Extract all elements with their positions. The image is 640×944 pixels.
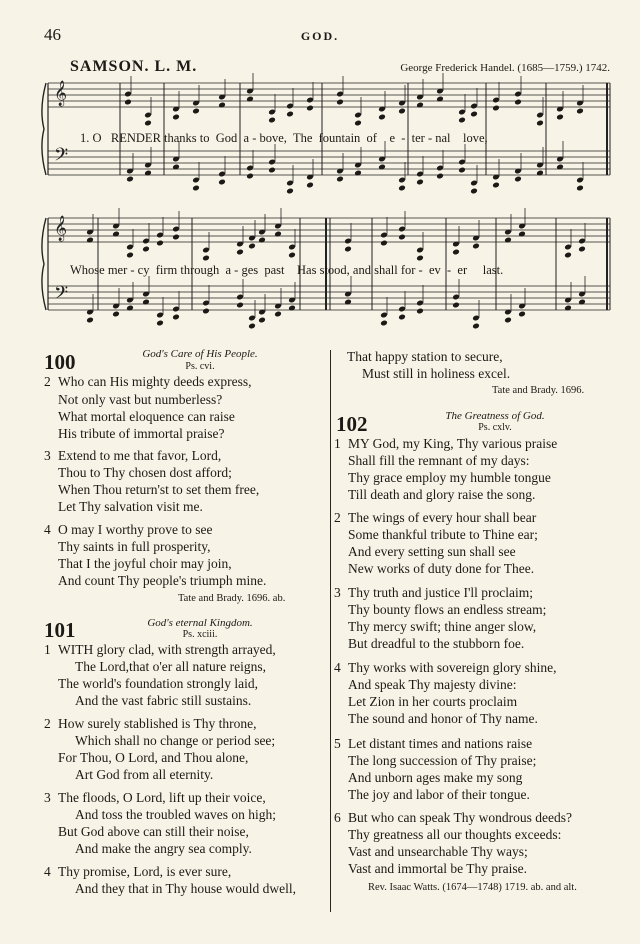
notehead (218, 179, 226, 186)
verse-line: Vast and unsearchable Thy ways; (348, 844, 528, 859)
notehead (398, 234, 406, 241)
verse-line: Some thankful tribute to Thine ear; (348, 527, 538, 542)
verse-number: 6 (334, 810, 341, 825)
notehead (380, 320, 388, 327)
verse-line: When Thou return'st to set them free, (58, 482, 260, 497)
notehead (514, 176, 522, 183)
verse-line: Extend to me that favor, Lord, (58, 448, 222, 463)
notehead (268, 117, 276, 124)
verse-line: And make the angry sea comply. (75, 841, 252, 856)
notehead (514, 99, 522, 106)
verse-number: 3 (44, 790, 51, 805)
notehead (112, 311, 120, 318)
verse-number: 2 (44, 374, 51, 389)
verse-line: How surely stablished is Thy throne, (58, 716, 257, 731)
verse-line: And every setting sun shall see (348, 544, 516, 559)
clef-icon: 𝄞 (54, 216, 68, 241)
notehead (172, 314, 180, 321)
verse-line: Thy saints in full prosperity, (58, 539, 211, 554)
notehead (288, 252, 296, 259)
verse-line: The Lord,that o'er all nature reigns, (75, 659, 266, 674)
notehead (126, 252, 134, 259)
notehead (416, 255, 424, 262)
brace (42, 218, 46, 310)
notehead (156, 320, 164, 327)
hymn-psalm-101: Ps. xciii. (182, 629, 218, 640)
verse-line: That I the joyful choir may join, (58, 556, 232, 571)
notehead (258, 317, 266, 324)
notehead (286, 111, 294, 118)
notehead (192, 185, 200, 192)
notehead (306, 182, 314, 189)
verse-line: Shall fill the remnant of my days: (348, 453, 530, 468)
tune-name: SAMSON. L. M. (70, 58, 198, 75)
notehead (398, 314, 406, 321)
verse-line: His tribute of immortal praise? (58, 426, 225, 441)
notehead (336, 99, 344, 106)
notehead (86, 317, 94, 324)
notehead (452, 302, 460, 309)
verse-line: Thy bounty flows an endless stream; (348, 602, 547, 617)
notehead (564, 252, 572, 259)
running-head: GOD. (300, 29, 340, 43)
notehead (246, 173, 254, 180)
verse-line: O may I worthy prove to see (58, 522, 213, 537)
notehead (286, 188, 294, 195)
verse-line: The joy and labor of their tongue. (348, 787, 530, 802)
verse-number: 2 (44, 716, 51, 731)
notehead (398, 108, 406, 115)
notehead (470, 111, 478, 118)
hymn-credit-102: Rev. Isaac Watts. (1674—1748) 1719. ab. and alt. (368, 882, 577, 893)
verse-line: But God above can still their noise, (58, 824, 249, 839)
notehead (578, 246, 586, 253)
verse-line: And count Thy people's triumph mine. (58, 573, 267, 588)
verse-line: Who can His mighty deeds express, (58, 374, 252, 389)
verse-number: 4 (44, 864, 51, 879)
verse-line: And toss the troubled waves on high; (75, 807, 276, 822)
hymn-number-100: 100 (44, 350, 76, 374)
notehead (380, 240, 388, 247)
verse-line: What mortal eloquence can raise (58, 409, 235, 424)
verse-line: The wings of every hour shall bear (348, 510, 537, 525)
hymn-credit-100: Tate and Brady. 1696. ab. (178, 593, 286, 604)
notehead (556, 114, 564, 121)
verse-number: 3 (44, 448, 51, 463)
verse-line: Thy greatness all our thoughts exceeds: (348, 827, 562, 842)
clef-icon: 𝄢 (54, 145, 69, 170)
notehead (470, 188, 478, 195)
notehead (126, 176, 134, 183)
verse-line: And the vast fabric still sustains. (75, 693, 252, 708)
verse-line: The world's foundation strongly laid, (58, 676, 259, 691)
notehead (378, 114, 386, 121)
verse-line: Till death and glory raise the song. (348, 487, 536, 502)
brace (42, 83, 46, 175)
hymn-credit-101: Tate and Brady. 1696. (492, 385, 585, 396)
notehead (416, 308, 424, 315)
hymn-title-100: God's Care of His People. (142, 348, 258, 360)
verse-line: The sound and honor of Thy name. (348, 711, 538, 726)
notehead (576, 185, 584, 192)
notehead (236, 302, 244, 309)
music-score (0, 0, 640, 340)
verse-number: 2 (334, 510, 341, 525)
verse-line: WITH glory clad, with strength arrayed, (58, 642, 276, 657)
page-number: 46 (44, 25, 61, 44)
verse-line: Let distant times and nations raise (348, 736, 533, 751)
notehead (202, 255, 210, 262)
notehead (504, 317, 512, 324)
hymn-title-101: God's eternal Kingdom. (147, 617, 253, 629)
notehead (344, 246, 352, 253)
hymn-title-102: The Greatness of God. (445, 410, 545, 422)
notehead (144, 120, 152, 127)
lyrics-line-1: 1. O RENDER thanks to God a - bove, The fountain of e - ter - nal love, (80, 131, 488, 145)
column-divider (330, 350, 331, 912)
notehead (492, 105, 500, 112)
notehead (472, 323, 480, 330)
lyrics-line-2: Whose mer - cy firm through a - ges past Has stood, and shall for - ev - er last. (70, 263, 504, 277)
notehead (202, 308, 210, 315)
clef-icon: 𝄞 (54, 81, 68, 106)
clef-icon: 𝄢 (54, 283, 69, 308)
verse-number: 4 (334, 660, 341, 675)
verse-line: But dreadful to the stubborn foe. (348, 636, 525, 651)
verse-line: Thy grace employ my humble tongue (348, 470, 551, 485)
notehead (248, 323, 256, 330)
hymn-number-101: 101 (44, 618, 76, 642)
verse-number: 1 (334, 436, 341, 451)
verse-line: The floods, O Lord, lift up their voice, (58, 790, 266, 805)
notehead (458, 117, 466, 124)
verse-line: The long succession of Thy praise; (348, 753, 537, 768)
verse-line: Let Thy salvation visit me. (58, 499, 203, 514)
verse-line: Not only vast but numberless? (58, 392, 223, 407)
notehead (472, 243, 480, 250)
verse-number: 4 (44, 522, 51, 537)
notehead (274, 311, 282, 318)
verse-line: And unborn ages make my song (348, 770, 523, 785)
verse-line: And they that in Thy house would dwell, (75, 881, 296, 896)
notehead (236, 249, 244, 256)
notehead (268, 167, 276, 174)
notehead (306, 105, 314, 112)
verse-line: Thou to Thy chosen dost afford; (58, 465, 232, 480)
verse-line: Thy truth and justice I'll proclaim; (348, 585, 534, 600)
verse-line: And speak Thy majesty divine: (348, 677, 517, 692)
verse-line: New works of duty done for Thee. (348, 561, 535, 576)
notehead (248, 243, 256, 250)
hymn-number-102: 102 (336, 412, 368, 436)
notehead (354, 120, 362, 127)
verse-line: Art God from all eternity. (75, 767, 214, 782)
notehead (142, 246, 150, 253)
notehead (172, 114, 180, 121)
notehead (518, 311, 526, 318)
notehead (156, 240, 164, 247)
notehead (458, 167, 466, 174)
notehead (398, 185, 406, 192)
notehead (124, 99, 132, 106)
verse-line: Thy works with sovereign glory shine, (348, 660, 557, 675)
notehead (192, 108, 200, 115)
verse-line: That happy station to secure, (347, 349, 503, 364)
notehead (336, 176, 344, 183)
notehead (536, 120, 544, 127)
hymn-psalm-102: Ps. cxlv. (478, 422, 512, 433)
verse-line: For Thou, O Lord, and Thou alone, (58, 750, 249, 765)
verse-line: Vast and immortal be Thy praise. (348, 861, 527, 876)
verse-line: MY God, my King, Thy various praise (348, 436, 558, 451)
verse-line: Thy promise, Lord, is ever sure, (58, 864, 232, 879)
verse-number: 3 (334, 585, 341, 600)
verse-number: 5 (334, 736, 341, 751)
notehead (492, 182, 500, 189)
composer-credit: George Frederick Handel. (1685—1759.) 1742. (400, 62, 610, 74)
verse-line: But who can speak Thy wondrous deeds? (348, 810, 572, 825)
notehead (172, 234, 180, 241)
hymn-psalm-100: Ps. cvi. (185, 361, 215, 372)
notehead (576, 108, 584, 115)
notehead (452, 249, 460, 256)
notehead (436, 173, 444, 180)
verse-line: Let Zion in her courts proclaim (348, 694, 518, 709)
verse-line: Thy mercy swift; thine anger slow, (348, 619, 537, 634)
verse-line: Which shall no change or period see; (75, 733, 276, 748)
notehead (416, 179, 424, 186)
verse-line: Must still in holiness excel. (362, 366, 511, 381)
verse-number: 1 (44, 642, 51, 657)
